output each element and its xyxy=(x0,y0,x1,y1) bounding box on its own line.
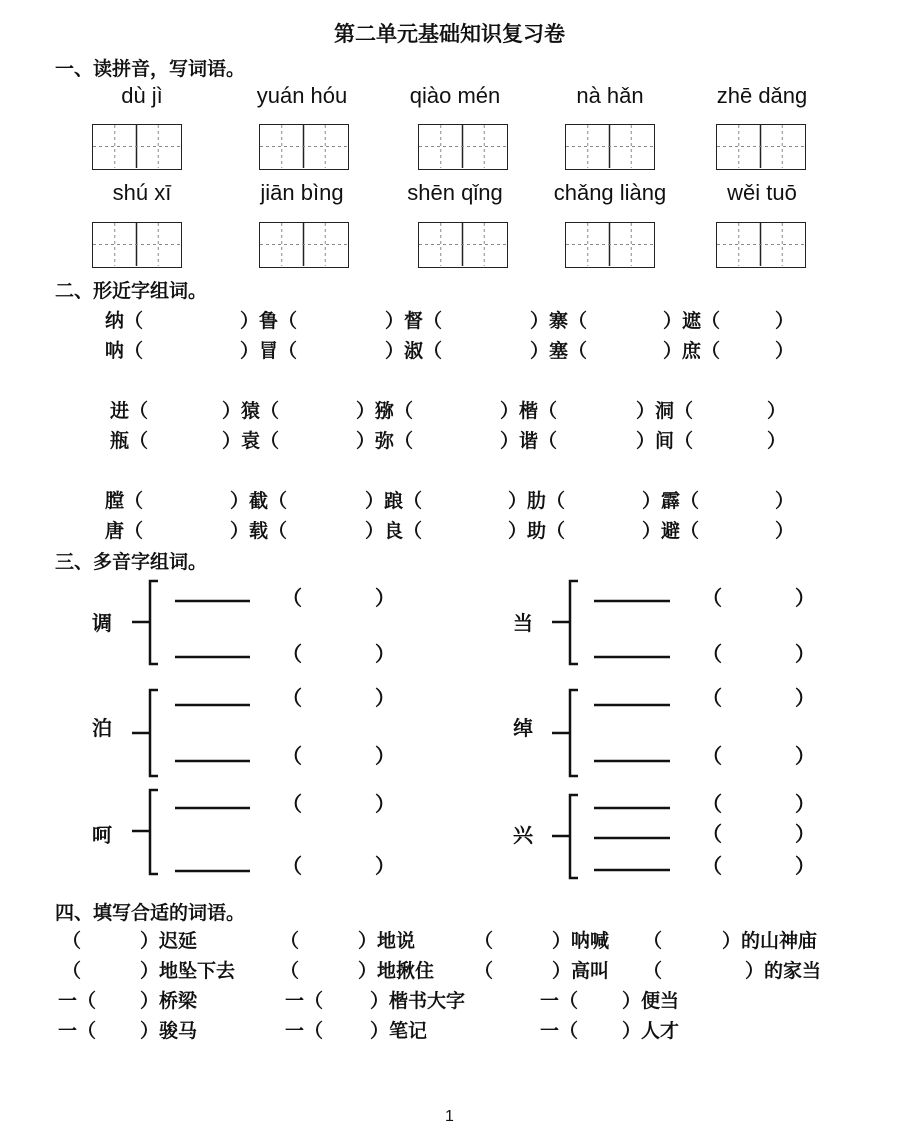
open-paren: （ xyxy=(702,744,722,768)
open-paren: （ xyxy=(282,686,302,710)
pinyin-label: shú xī xyxy=(112,180,172,205)
similar-char-cell: ） xyxy=(767,400,787,422)
similar-char-cell: ）猿（ xyxy=(222,400,280,422)
fill-cell: （ xyxy=(643,930,663,952)
polyphone-char: 泊 xyxy=(92,716,112,740)
open-paren: （ xyxy=(702,792,722,816)
similar-char-cell: ）猕（ xyxy=(356,400,414,422)
page-number: 1 xyxy=(445,1108,454,1125)
fill-cell: 一（ xyxy=(540,1020,579,1042)
close-paren: ） xyxy=(375,744,395,768)
fill-cell: ）楷书大字 xyxy=(370,990,466,1012)
pinyin-label: qiào mén xyxy=(409,83,501,108)
similar-char-cell: ）霹（ xyxy=(642,490,700,512)
fill-cell: 一（ xyxy=(58,1020,97,1042)
similar-char-cell: ）谐（ xyxy=(500,430,558,452)
similar-char-cell: ） xyxy=(775,490,795,512)
similar-char-cell: ）遮（ xyxy=(663,310,721,332)
similar-char-cell: 膛（ xyxy=(105,490,144,512)
similar-char-cell: ）袁（ xyxy=(222,430,280,452)
similar-char-cell: 纳（ xyxy=(105,310,144,332)
similar-char-cell: ）助（ xyxy=(508,520,566,542)
open-paren: （ xyxy=(702,854,722,878)
polyphone-char: 绰 xyxy=(513,716,533,740)
close-paren: ） xyxy=(375,642,395,666)
close-paren: ） xyxy=(375,792,395,816)
open-paren: （ xyxy=(702,822,722,846)
close-paren: ） xyxy=(795,792,815,816)
close-paren: ） xyxy=(375,854,395,878)
open-paren: （ xyxy=(702,642,722,666)
fill-cell: ）的家当 xyxy=(745,960,822,982)
fill-cell: ）高叫 xyxy=(552,960,610,982)
fill-cell: （ xyxy=(474,960,494,982)
similar-char-cell: ）肋（ xyxy=(508,490,566,512)
polyphone-char: 调 xyxy=(92,611,112,635)
similar-char-cell: ）淑（ xyxy=(385,340,443,362)
fill-cell: （ xyxy=(474,930,494,952)
similar-char-cell: ）踉（ xyxy=(365,490,423,512)
similar-char-cell: ） xyxy=(775,310,795,332)
section-3-heading: 三、多音字组词。 xyxy=(55,551,208,573)
polyphone-char: 当 xyxy=(513,611,533,635)
section-1-heading: 一、读拼音，写词语。 xyxy=(55,58,246,80)
open-paren: （ xyxy=(282,792,302,816)
fill-cell: （ xyxy=(280,960,300,982)
open-paren: （ xyxy=(282,854,302,878)
fill-cell: ）的山神庙 xyxy=(722,930,818,952)
fill-cell: ）地坠下去 xyxy=(140,960,236,982)
open-paren: （ xyxy=(282,744,302,768)
fill-cell: ）笔记 xyxy=(370,1020,428,1042)
polyphone-char: 呵 xyxy=(92,823,112,847)
similar-char-cell: ）间（ xyxy=(636,430,694,452)
similar-char-cell: ）洞（ xyxy=(636,400,694,422)
fill-cell: ）人才 xyxy=(622,1020,680,1042)
page-title: 第二单元基础知识复习卷 xyxy=(334,21,565,46)
pinyin-label: yuán hóu xyxy=(256,83,348,108)
fill-cell: （ xyxy=(62,930,82,952)
close-paren: ） xyxy=(795,642,815,666)
close-paren: ） xyxy=(795,854,815,878)
open-paren: （ xyxy=(702,686,722,710)
similar-char-cell: 唐（ xyxy=(105,520,144,542)
fill-cell: ）骏马 xyxy=(140,1020,198,1042)
fill-cell: ）地揪住 xyxy=(358,960,435,982)
close-paren: ） xyxy=(795,822,815,846)
section-4-heading: 四、填写合适的词语。 xyxy=(55,902,246,924)
similar-char-cell: ）塞（ xyxy=(530,340,588,362)
pinyin-label: jiān bìng xyxy=(260,180,344,205)
fill-cell: 一（ xyxy=(58,990,97,1012)
pinyin-label: dù jì xyxy=(121,83,163,108)
similar-char-cell: ）弥（ xyxy=(356,430,414,452)
open-paren: （ xyxy=(282,586,302,610)
similar-char-cell: ） xyxy=(767,430,787,452)
fill-cell: 一（ xyxy=(285,1020,324,1042)
polyphone-char: 兴 xyxy=(513,823,533,847)
close-paren: ） xyxy=(795,744,815,768)
similar-char-cell: ）督（ xyxy=(385,310,443,332)
similar-char-cell: ）载（ xyxy=(230,520,288,542)
section-2-heading: 二、形近字组词。 xyxy=(55,280,208,302)
similar-char-cell: ）良（ xyxy=(365,520,423,542)
fill-cell: （ xyxy=(643,960,663,982)
fill-cell: ）迟延 xyxy=(140,930,198,952)
close-paren: ） xyxy=(795,586,815,610)
close-paren: ） xyxy=(375,686,395,710)
pinyin-label: shēn qǐng xyxy=(407,180,503,205)
close-paren: ） xyxy=(375,586,395,610)
pinyin-label: zhē dǎng xyxy=(716,83,808,108)
similar-char-cell: ）截（ xyxy=(230,490,288,512)
open-paren: （ xyxy=(702,586,722,610)
close-paren: ） xyxy=(795,686,815,710)
fill-cell: ）便当 xyxy=(622,990,680,1012)
similar-char-cell: 进（ xyxy=(110,400,149,422)
similar-char-cell: ）鲁（ xyxy=(240,310,298,332)
fill-cell: ）呐喊 xyxy=(552,930,610,952)
similar-char-cell: ） xyxy=(775,340,795,362)
fill-cell: ）地说 xyxy=(358,930,416,952)
pinyin-label: nà hǎn xyxy=(576,83,644,108)
pinyin-label: wěi tuō xyxy=(727,180,797,205)
fill-cell: 一（ xyxy=(285,990,324,1012)
fill-cell: （ xyxy=(62,960,82,982)
fill-cell: ）桥梁 xyxy=(140,990,198,1012)
similar-char-cell: ）楷（ xyxy=(500,400,558,422)
similar-char-cell: ） xyxy=(775,520,795,542)
pinyin-label: chǎng liàng xyxy=(553,180,667,205)
fill-cell: （ xyxy=(280,930,300,952)
similar-char-cell: 呐（ xyxy=(105,340,144,362)
similar-char-cell: 瓶（ xyxy=(110,430,149,452)
similar-char-cell: ）寨（ xyxy=(530,310,588,332)
similar-char-cell: ）庶（ xyxy=(663,340,721,362)
open-paren: （ xyxy=(282,642,302,666)
similar-char-cell: ）冒（ xyxy=(240,340,298,362)
fill-cell: 一（ xyxy=(540,990,579,1012)
similar-char-cell: ）避（ xyxy=(642,520,700,542)
